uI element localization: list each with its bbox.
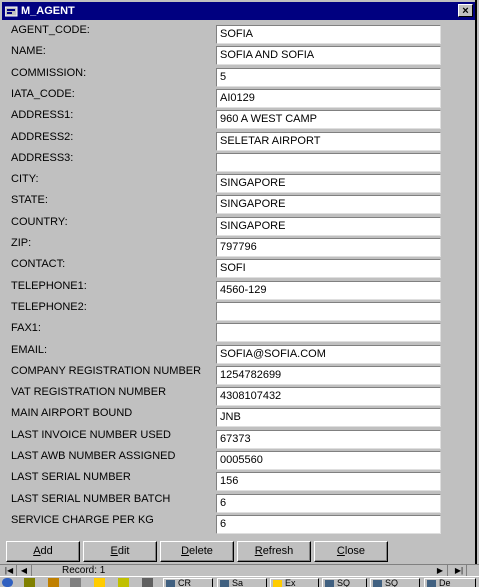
button-bar <box>0 541 477 563</box>
field-label: FAX1: <box>11 322 41 335</box>
next-record-button[interactable] <box>433 565 448 576</box>
field-input[interactable]: 4308107432 <box>216 387 441 406</box>
form-icon <box>5 6 18 17</box>
last-record-icon: ▶| <box>454 566 464 575</box>
field-label: STATE: <box>11 194 48 207</box>
field-input[interactable]: 5 <box>216 68 441 87</box>
field-input[interactable]: 156 <box>216 472 441 491</box>
field-input[interactable]: 797796 <box>216 238 441 257</box>
taskbar-button-label: SQ <box>385 578 399 587</box>
field-input[interactable]: 4560-129 <box>216 281 441 300</box>
field-label: VAT REGISTRATION NUMBER <box>11 386 167 399</box>
field-input[interactable]: SINGAPORE <box>216 217 441 236</box>
field-label: LAST INVOICE NUMBER USED <box>11 428 171 441</box>
field-input[interactable] <box>216 302 441 321</box>
edit-button[interactable]: Edit <box>83 541 157 562</box>
form-row <box>0 131 460 152</box>
refresh-button[interactable]: Refresh <box>237 541 311 562</box>
form-row <box>0 365 460 386</box>
field-label: IATA_CODE: <box>11 87 75 100</box>
window-title: M_AGENT <box>21 5 75 17</box>
close-window-button[interactable] <box>458 4 473 17</box>
field-label: COMPANY REGISTRATION NUMBER <box>11 364 202 377</box>
form-row <box>0 471 460 492</box>
record-indicator: Record: 1 <box>62 565 106 576</box>
form-row <box>0 237 460 258</box>
field-input[interactable] <box>216 153 441 172</box>
taskbar-button-label: De <box>439 578 451 587</box>
taskbar <box>0 576 479 587</box>
title-bar[interactable] <box>2 2 475 20</box>
field-label: LAST AWB NUMBER ASSIGNED <box>11 450 176 462</box>
form-row <box>0 67 460 88</box>
delete-button[interactable]: Delete <box>160 541 234 562</box>
field-input[interactable]: SINGAPORE <box>216 195 441 214</box>
field-label: COUNTRY: <box>11 215 68 228</box>
taskbar-button-label: Sa <box>232 578 244 587</box>
add-label-rest: dd <box>40 545 53 557</box>
form-row <box>0 344 460 365</box>
field-label: TELEPHONE2: <box>11 300 87 313</box>
form-row <box>0 386 460 407</box>
taskbar-button-label: Ex <box>285 578 296 587</box>
taskbar-button-label: CR <box>178 578 191 587</box>
field-label: ADDRESS3: <box>11 151 74 164</box>
field-label: EMAIL: <box>11 343 48 356</box>
field-label: ZIP: <box>11 237 32 249</box>
field-label: CITY: <box>11 173 39 186</box>
field-input[interactable]: SOFIA@SOFIA.COM <box>216 345 441 364</box>
field-label: SERVICE CHARGE PER KG <box>11 513 154 526</box>
close-button[interactable]: Close <box>314 541 388 562</box>
field-label: NAME: <box>11 45 46 58</box>
field-label: ADDRESS1: <box>11 109 74 122</box>
form-row <box>0 493 460 514</box>
form-row <box>0 24 460 45</box>
field-label: ADDRESS2: <box>11 130 74 143</box>
field-input[interactable]: 67373 <box>216 430 441 449</box>
form-row <box>0 109 460 130</box>
form-row <box>0 152 460 173</box>
prev-record-icon: ◀ <box>20 566 28 575</box>
form-row <box>0 216 460 237</box>
field-label: COMMISSION: <box>11 66 87 79</box>
field-input[interactable]: 0005560 <box>216 451 441 470</box>
add-button[interactable]: Add <box>6 541 80 562</box>
field-input[interactable]: 6 <box>216 494 441 513</box>
field-input[interactable]: SINGAPORE <box>216 174 441 193</box>
form-row <box>0 173 460 194</box>
form-row <box>0 322 460 343</box>
first-record-button[interactable] <box>2 565 17 576</box>
first-record-icon: |◀ <box>4 566 14 575</box>
field-input[interactable]: SOFI <box>216 259 441 278</box>
field-label: CONTACT: <box>11 258 66 271</box>
field-input[interactable]: SELETAR AIRPORT <box>216 132 441 151</box>
form-row <box>0 514 460 535</box>
field-label: LAST SERIAL NUMBER <box>11 471 131 484</box>
prev-record-button[interactable] <box>17 565 32 576</box>
field-input[interactable]: 960 A WEST CAMP <box>216 110 441 129</box>
field-input[interactable]: SOFIA AND SOFIA <box>216 46 441 65</box>
field-input[interactable]: 1254782699 <box>216 366 441 385</box>
form-row <box>0 429 460 450</box>
field-label: AGENT_CODE: <box>11 24 90 36</box>
field-label: MAIN AIRPORT BOUND <box>11 407 133 420</box>
form-row <box>0 45 460 66</box>
field-input[interactable]: AI0129 <box>216 89 441 108</box>
field-input[interactable]: JNB <box>216 408 441 427</box>
form-row <box>0 301 460 322</box>
field-input[interactable]: 6 <box>216 515 441 534</box>
taskbar-button-label: SQ <box>337 578 351 587</box>
close-icon: × <box>462 5 469 17</box>
next-record-icon: ▶ <box>436 566 444 575</box>
form-row <box>0 88 460 109</box>
form-row <box>0 407 460 428</box>
field-label: TELEPHONE1: <box>11 279 87 292</box>
field-input[interactable] <box>216 323 441 342</box>
form-row <box>0 450 460 471</box>
form-row <box>0 194 460 215</box>
last-record-button[interactable] <box>452 565 467 576</box>
field-label: LAST SERIAL NUMBER BATCH <box>11 492 171 505</box>
field-input[interactable]: SOFIA <box>216 25 441 44</box>
form-row <box>0 280 460 301</box>
form-row <box>0 258 460 279</box>
